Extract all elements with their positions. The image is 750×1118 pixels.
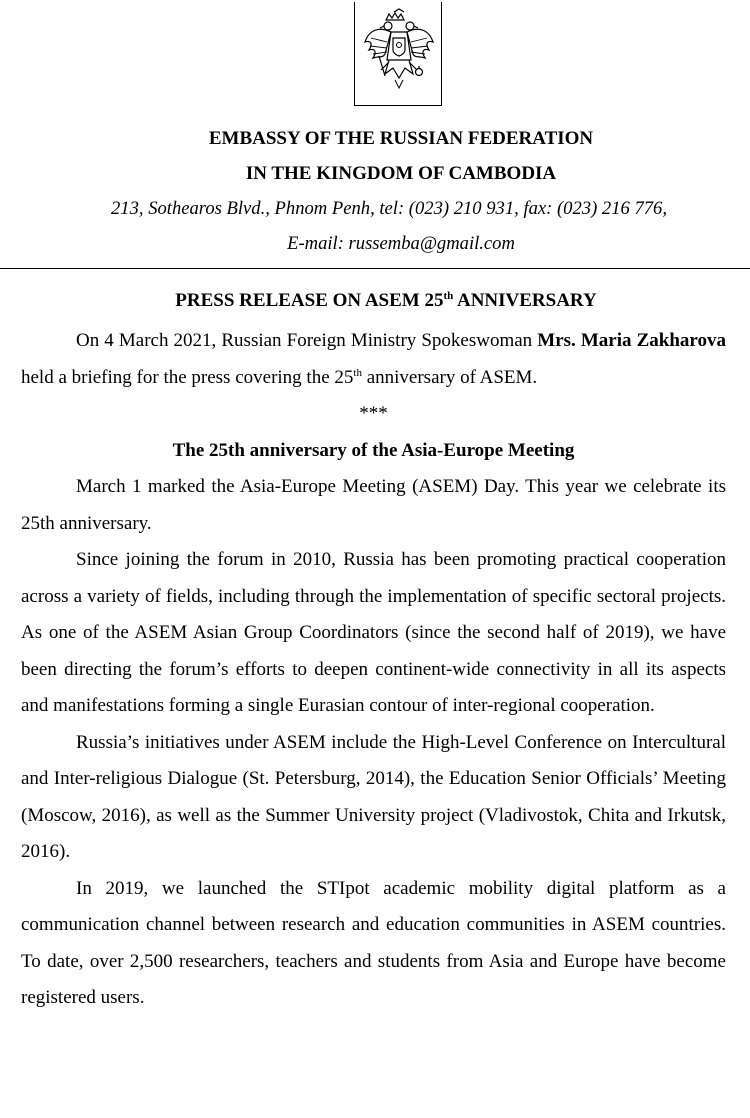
embassy-title-line2: IN THE KINGDOM OF CAMBODIA: [245, 163, 557, 184]
embassy-address: 213, Sothearos Blvd., Phnom Penh, tel: (023) 210 931, fax: (023) 216 776,: [111, 198, 667, 219]
body-paragraph: Since joining the forum in 2010, Russia has been promoting practical cooperation across a variety of fields, including through the implementation of specific sectoral projects. As one of the ASEM Asian Group Coordinators (since the second half of 2019), we have been directing the forum’s efforts to deepen continent-wide connectivity in all its aspects and manifestations forming a single Eurasian contour of inter-regional cooperation.: [21, 549, 726, 716]
intro-superscript: th: [353, 366, 362, 379]
header-divider: [0, 268, 750, 269]
double-headed-eagle-icon: [361, 8, 437, 100]
section-separator: ***: [359, 403, 388, 424]
intro-text-b: held a briefing for the press covering the 25: [21, 366, 354, 388]
title-text: PRESS RELEASE ON ASEM 25: [175, 290, 444, 311]
intro-paragraph: [21, 323, 726, 396]
body-paragraph: March 1 marked the Asia-Europe Meeting (ASEM) Day. This year we celebrate its 25th anniversary.: [21, 476, 726, 534]
press-release-title: [0, 290, 750, 312]
title-superscript: th: [443, 290, 454, 302]
title-text-end: ANNIVERSARY: [453, 290, 597, 311]
spokeswoman-name: Mrs. Maria Zakharova: [537, 330, 726, 351]
body-paragraph: In 2019, we launched the STIpot academic mobility digital platform as a communication channel between research and education communities in ASEM countries. To date, over 2,500 researchers, teachers and students from Asia and Europe have become registered users.: [21, 877, 726, 1008]
body-paragraph: Russia’s initiatives under ASEM include the High-Level Conference on Intercultural and Inter-religious Dialogue (St. Petersburg, 2014), the Education Senior Officials’ Meeting (Moscow, 2016), as well as the Summer University project (Vladivostok, Chita and Irkutsk, 2016).: [21, 731, 726, 862]
emblem-frame: [354, 2, 442, 106]
intro-text-a: On 4 March 2021, Russian Foreign Ministry Spokeswoman: [76, 330, 538, 351]
section-subtitle: The 25th anniversary of the Asia-Europe Meeting: [172, 439, 575, 461]
embassy-email: E-mail: russemba@gmail.com: [287, 233, 515, 254]
release-body: [21, 323, 726, 1017]
embassy-title-line1: EMBASSY OF THE RUSSIAN FEDERATION: [208, 128, 594, 149]
intro-text-c: anniversary of ASEM.: [361, 366, 538, 388]
